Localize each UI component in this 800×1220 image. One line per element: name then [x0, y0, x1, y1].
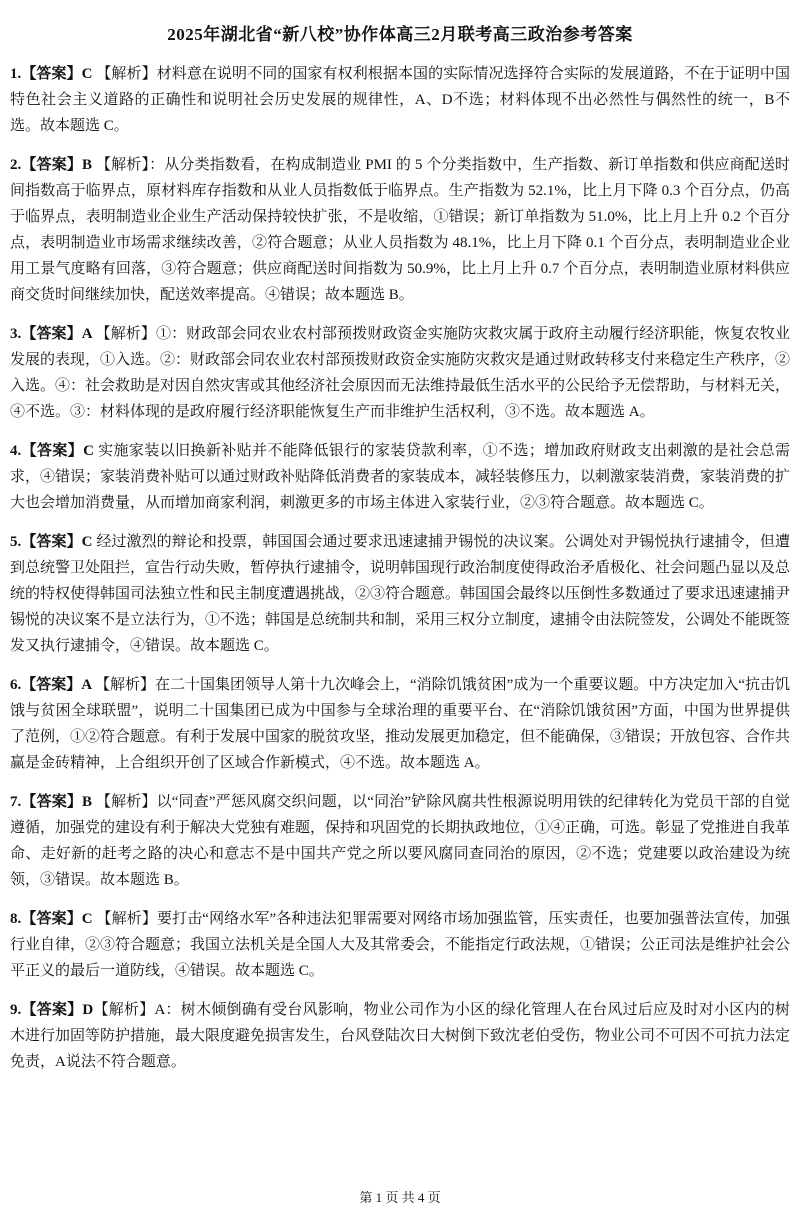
answer-head: 9.【答案】D — [10, 1002, 94, 1018]
answer-paragraph — [10, 438, 790, 516]
answer-paragraph — [10, 152, 790, 308]
page-footer: 第 1 页 共 4 页 — [359, 1190, 441, 1205]
answer-paragraph — [10, 529, 790, 659]
answer-body: 【解析】在二十国集团领导人第十九次峰会上，“消除饥饿贫困”成为一个重要议题。中方决定加入“抗击饥饿与贫困全球联盟”，说明二十国集团已成为中国参与全球治理的重要平台、在“消除饥饿贫困”方面，中国为世界提供了范例，①②符合题意。有利于发展中国家的脱贫攻坚，推动发展更加稳定，但不能确保，③错误；开放包容、合作共赢是金砖精神，上合组织开创了区域合作新模式，④不选。故本题选 A。 — [10, 677, 791, 771]
answer-head: 8.【答案】C — [10, 911, 97, 927]
page-title: 2025年湖北省“新八校”协作体高三2月联考高三政治参考答案 — [167, 25, 633, 44]
answer-body: 【解析】A：树木倾倒确有受台风影响，物业公司作为小区的绿化管理人在台风过后应及时对小区内的树木进行加固等防护措施，最大限度避免损害发生，台风登陆次日大树倒下致沈老伯受伤，物业公司不可因不可抗力法定免责，A说法不符合题意。 — [10, 1002, 791, 1070]
answer-body: 实施家装以旧换新补贴并不能降低银行的家装贷款利率，①不选；增加政府财政支出刺激的是社会总需求，④错误；家装消费补贴可以通过财政补贴降低消费者的家装成本，减轻装修压力，以刺激家装消费，家装消费的扩大也会增加消费量，从而增加商家利润，刺激更多的市场主体进入家装行业，②③符合题意。故本题选 C。 — [10, 443, 791, 511]
answer-paragraph — [10, 906, 790, 984]
answer-paragraph — [10, 61, 790, 139]
answer-paragraph — [10, 672, 790, 776]
answer-body: 经过激烈的辩论和投票，韩国国会通过要求迅速逮捕尹锡悦的决议案。公调处对尹锡悦执行逮捕令，但遭到总统警卫处阻拦，宣告行动失败，暂停执行逮捕令，说明韩国现行政治制度使得政治矛盾极化、社会问题凸显以及总统的特权使得韩国司法独立性和民主制度遭遇挑战，②③符合题意。韩国国会最终以压倒性多数通过了要求迅速逮捕尹锡悦的决议案不是立法行为，①不选；韩国是总统制共和制，采用三权分立制度，逮捕令由法院签发，公调处不能既签发又执行逮捕令，④错误。故本题选 C。 — [10, 534, 791, 654]
answer-body: 【解析】①：财政部会同农业农村部预拨财政资金实施防灾救灾属于政府主动履行经济职能，恢复农牧业发展的表现，①入选。②：财政部会同农业农村部预拨财政资金实施防灾救灾是通过财政转移支付来稳定生产秩序，②入选。④：社会救助是对因自然灾害或其他经济社会原因而无法维持最低生活水平的公民给予无偿帮助，与材料无关，④不选。③：材料体现的是政府履行经济职能恢复生产而非维护生活权利，③不选。故本题选 A。 — [10, 326, 791, 420]
answer-head: 5.【答案】C — [10, 534, 97, 550]
answer-body: 【解析】以“同查”严惩风腐交织问题，以“同治”铲除风腐共性根源说明用铁的纪律转化为党员干部的自觉遵循，加强党的建设有利于解决大党独有难题，保持和巩固党的长期执政地位，①④正确，可选。彰显了党推进自我革命、走好新的赶考之路的决心和意志不是中国共产党之所以要风腐同查同治的原因，②不选；党建要以政治建设为统领，③错误。故本题选 B。 — [10, 794, 791, 888]
answer-paragraph — [10, 997, 790, 1075]
answer-paragraph — [10, 321, 790, 425]
answer-paragraph — [10, 789, 790, 893]
answer-body: 【解析】材料意在说明不同的国家有权利根据本国的实际情况选择符合实际的发展道路，不在于证明中国特色社会主义道路的正确性和说明社会历史发展的规律性，A、D不选；材料体现不出必然性与偶然性的统一，B不选。故本题选 C。 — [10, 66, 790, 134]
answer-head: 7.【答案】B — [10, 794, 96, 810]
answer-body: 【解析】：从分类指数看，在构成制造业 PMI 的 5 个分类指数中，生产指数、新订单指数和供应商配送时间指数高于临界点，原材料库存指数和从业人员指数低于临界点。生产指数为 52.1%，比上月下降 0.3 个百分点，仍高于临界点，表明制造业企业生产活动保持较快扩张，不是收缩，①错误；新订单指数为 51.0%，比上月上升 0.2 个百分点，表明制造业市场需求继续改善，②符合题意；从业人员指数为 48.1%，比上月下降 0.1 个百分点，表明制造业企业用工景气度略有回落，③符合题意；供应商配送时间指数为 50.9%，比上月上升 0.7 个百分点，表明制造业原材料供应商交货时间继续加快，配送效率提高。④错误；故本题选 B。 — [10, 157, 790, 303]
answer-head: 1.【答案】C — [10, 66, 97, 82]
answer-head: 6.【答案】A — [10, 677, 96, 693]
answers-list — [10, 61, 790, 1075]
answer-head: 2.【答案】B — [10, 157, 96, 173]
answer-body: 【解析】要打击“网络水军”各种违法犯罪需要对网络市场加强监管，压实责任，也要加强普法宣传，加强行业自律，②③符合题意；我国立法机关是全国人大及其常委会，不能指定行政法规，①错误；公正司法是维护社会公平正义的最后一道防线，④错误。故本题选 C。 — [10, 911, 791, 979]
answer-head: 4.【答案】C — [10, 443, 99, 459]
answer-head: 3.【答案】A — [10, 326, 96, 342]
